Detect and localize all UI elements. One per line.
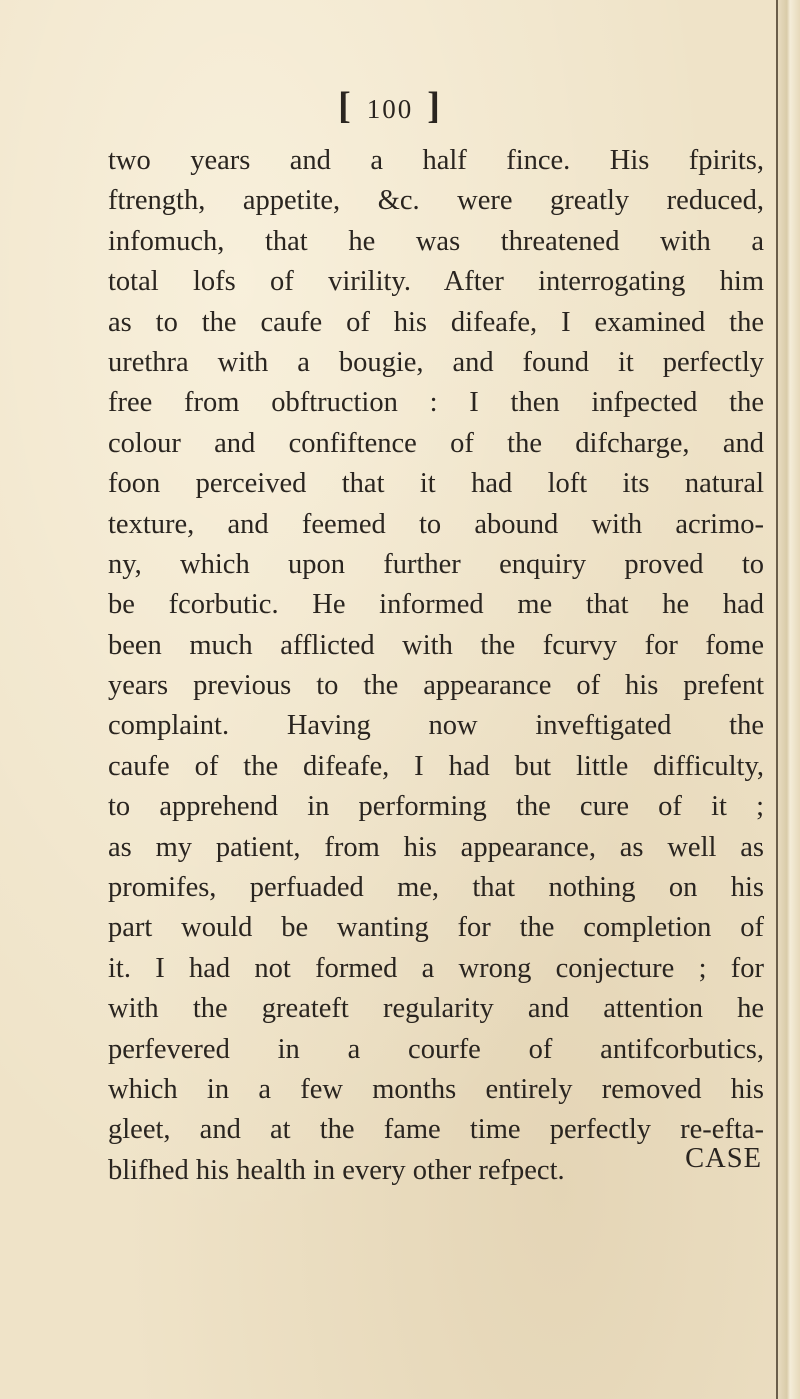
text-line: to apprehend in performing the cure of it ; xyxy=(108,791,764,823)
text-line: texture, and feemed to abound with acrimo- xyxy=(108,508,764,540)
text-line: infomuch, that he was threatened with a xyxy=(108,225,764,257)
text-line: been much afflicted with the fcurvy for fome xyxy=(108,629,764,661)
bracket-open: [ xyxy=(338,85,353,127)
text-line: part would be wanting for the completion of xyxy=(108,912,764,944)
text-line: complaint. Having now inveftigated the xyxy=(108,710,764,742)
text-line: perfevered in a courfe of antifcorbutics, xyxy=(108,1033,764,1065)
text-line: ny, which upon further enquiry proved to xyxy=(108,548,764,580)
text-line: colour and confiftence of the difcharge, and xyxy=(108,427,764,459)
text-line: total lofs of virility. After interrogating him xyxy=(108,266,764,298)
text-line: be fcorbutic. He informed me that he had xyxy=(108,589,764,621)
text-line: urethra with a bougie, and found it perfectly xyxy=(108,346,764,378)
bracket-close: ] xyxy=(427,85,442,127)
page-header xyxy=(0,84,780,128)
text-line: ftrength, appetite, &c. were greatly reduced, xyxy=(108,185,764,217)
page-edge xyxy=(776,0,800,1399)
text-line: it. I had not formed a wrong conjecture ; for xyxy=(108,952,764,984)
page-number: 100 xyxy=(366,94,414,124)
body-text xyxy=(108,141,764,1191)
text-line: which in a few months entirely removed his xyxy=(108,1073,764,1105)
catchword: CASE xyxy=(685,1143,762,1174)
text-line: gleet, and at the fame time perfectly re-efta- xyxy=(108,1114,764,1146)
text-line: free from obftruction : I then infpected the xyxy=(108,387,764,419)
text-line: as my patient, from his appearance, as well as xyxy=(108,831,764,863)
text-line: years previous to the appearance of his prefent xyxy=(108,670,764,702)
text-line: as to the caufe of his difeafe, I examined the xyxy=(108,306,764,338)
text-line: promifes, perfuaded me, that nothing on his xyxy=(108,872,764,904)
text-line: two years and a half fince. His fpirits, xyxy=(108,145,764,176)
text-line: with the greateft regularity and attention he xyxy=(108,993,764,1025)
text-line: caufe of the difeafe, I had but little difficulty, xyxy=(108,750,764,782)
text-line: blifhed his health in every other refpect. xyxy=(108,1154,565,1186)
text-line: foon perceived that it had loft its natural xyxy=(108,468,764,500)
